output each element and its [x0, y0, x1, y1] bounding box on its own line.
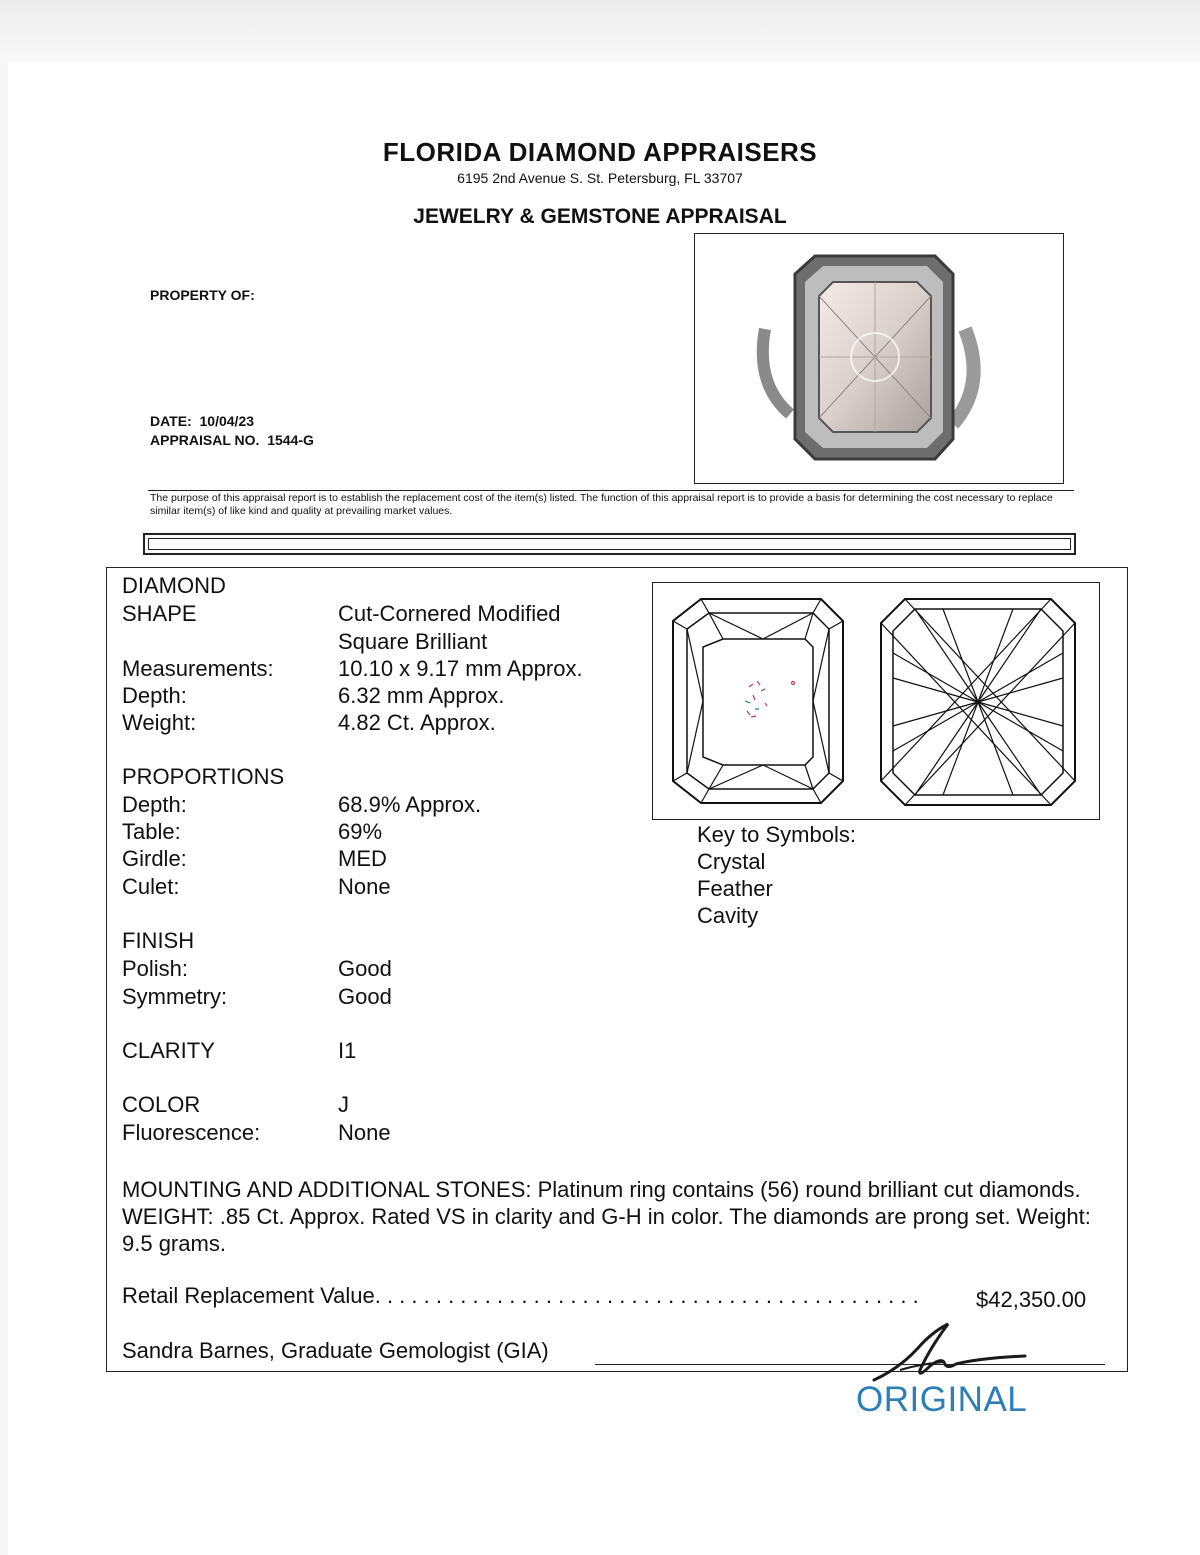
girdle-value: MED	[338, 846, 387, 871]
purpose-rule	[148, 490, 1074, 491]
weight-label: Weight:	[122, 710, 197, 735]
color-value: J	[338, 1092, 349, 1117]
key-title: Key to Symbols:	[697, 822, 856, 847]
polish-label: Polish:	[122, 956, 189, 981]
diamond-section-title: DIAMOND	[122, 573, 226, 598]
purpose-text: The purpose of this appraisal report is to establish the replacement cost of the item(s) listed. The function of this appraisal report is to provide a basis for determining the cost necessary to replace similar item(s) of like kind and quality at prevailing market values.	[150, 492, 1053, 517]
culet-value: None	[338, 874, 391, 899]
girdle-label: Girdle:	[122, 846, 187, 871]
color-label: COLOR	[122, 1092, 201, 1117]
clarity-label: CLARITY	[122, 1038, 215, 1063]
fluorescence-value: None	[338, 1120, 391, 1145]
company-address: 6195 2nd Avenue S. St. Petersburg, FL 33707	[457, 170, 743, 186]
divider-bar	[143, 533, 1076, 555]
fluorescence-label: Fluorescence:	[122, 1120, 261, 1145]
polish-value: Good	[338, 956, 392, 981]
date-value: 10/04/23	[199, 413, 255, 429]
measurements-label: Measurements:	[122, 656, 274, 681]
date-label: DATE:	[150, 413, 192, 429]
key-item-feather: Feather	[697, 876, 773, 901]
symmetry-value: Good	[338, 984, 392, 1009]
handwritten-signature	[860, 1318, 1040, 1388]
replacement-value-label: Retail Replacement Value	[122, 1283, 375, 1308]
measurements-value: 10.10 x 9.17 mm Approx.	[338, 656, 583, 681]
finish-section-title: FINISH	[122, 928, 195, 953]
weight-value: 4.82 Ct. Approx.	[338, 710, 496, 735]
shape-value-1: Cut-Cornered Modified	[338, 601, 561, 626]
depth-label: Depth:	[122, 683, 187, 708]
diamond-facet-drawing	[653, 583, 1098, 818]
crown-view	[673, 599, 843, 803]
depth-value: 6.32 mm Approx.	[338, 683, 505, 708]
clarity-plot-diagram	[652, 582, 1100, 820]
date-line	[150, 413, 254, 429]
symmetry-label: Symmetry:	[122, 984, 228, 1009]
shape-value-2: Square Brilliant	[338, 629, 488, 654]
mounting-description: MOUNTING AND ADDITIONAL STONES: Platinum ring contains (56) round brilliant cut diamonds. WEIGHT: .85 Ct. Approx. Rated VS in clarity and G-H in color. The diamonds are prong set. Weight: 9.5 grams.	[122, 1177, 1091, 1256]
key-item-crystal: Crystal	[697, 849, 766, 874]
clarity-value: I1	[338, 1038, 357, 1063]
shape-label: SHAPE	[122, 601, 197, 626]
replacement-value-amount: $42,350.00	[976, 1287, 1087, 1312]
prop-depth-value: 68.9% Approx.	[338, 792, 482, 817]
prop-depth-label: Depth:	[122, 792, 187, 817]
proportions-section-title: PROPORTIONS	[122, 764, 285, 789]
culet-label: Culet:	[122, 874, 180, 899]
value-leader-dots: . . . . . . . . . . . . . . . . . . . . . . . . . . . . . . . . . . . . . . . . . . . . .	[374, 1283, 919, 1308]
ring-photo	[695, 234, 1062, 482]
table-value: 69%	[338, 819, 383, 844]
original-stamp: ORIGINAL	[856, 1380, 1028, 1419]
property-of-label: PROPERTY OF:	[150, 287, 255, 303]
ring-photo-frame	[694, 233, 1064, 484]
table-label: Table:	[122, 819, 181, 844]
replacement-value-line	[122, 1283, 919, 1309]
key-item-cavity: Cavity	[697, 903, 759, 928]
company-name: FLORIDA DIAMOND APPRAISERS	[382, 137, 818, 167]
pavilion-view	[881, 599, 1075, 805]
appraisal-no-label: APPRAISAL NO.	[150, 432, 260, 448]
inclusion-marks	[745, 681, 795, 717]
appraisal-no-line	[150, 432, 314, 448]
document-title: JEWELRY & GEMSTONE APPRAISAL	[413, 205, 787, 228]
appraiser-name: Sandra Barnes, Graduate Gemologist (GIA)	[122, 1338, 549, 1363]
appraisal-no-value: 1544-G	[267, 432, 314, 448]
scan-edge	[0, 0, 1200, 62]
